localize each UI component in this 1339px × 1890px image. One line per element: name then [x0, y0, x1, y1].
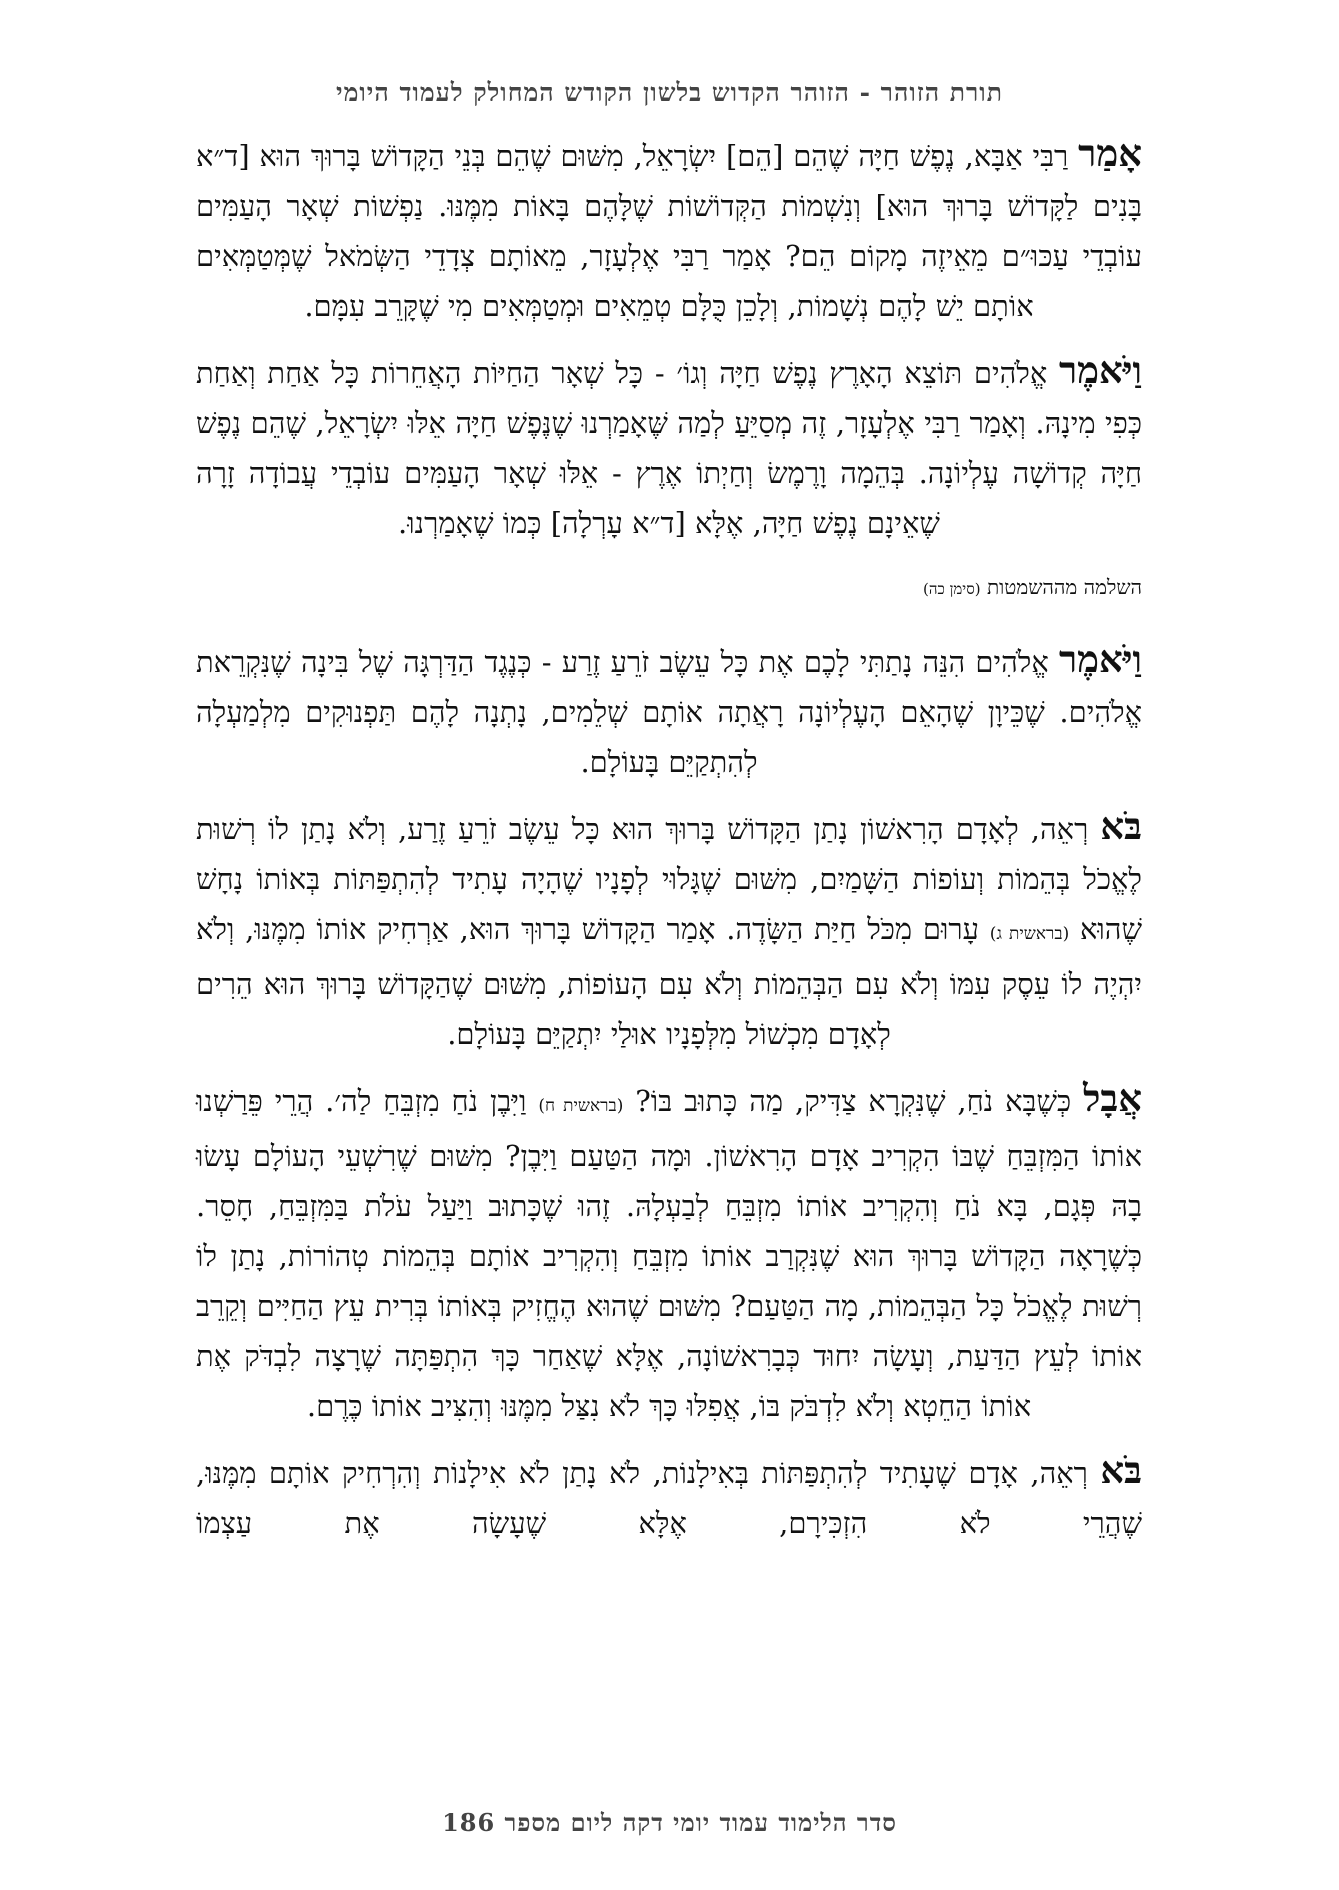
- opening-word: אֲבָל: [1083, 1076, 1143, 1120]
- paragraph: [196, 128, 1142, 331]
- verse-citation: (בראשית ח): [538, 1096, 624, 1116]
- paragraph: [196, 345, 1142, 548]
- paragraph: [196, 801, 1142, 1059]
- opening-word: בֹּא: [1100, 804, 1142, 848]
- section-citation: (סימן כה): [923, 580, 981, 598]
- opening-word: בֹּא: [1100, 1448, 1142, 1492]
- paragraph-text: אֱלֹהִים תּוֹצֵא הָאָרֶץ נֶפֶשׁ חַיָּה וְגוֹ׳ - כָּל שְׁאָר הַחַיּוֹת הָאֲחֵרוֹת כָּל אַחַת וְאַחַת כְּפִי מִינָהּ. וְאָמַר רַבִּי אֶלְעָזָר, זֶה מְסַיֵּעַ לְמַה שֶּׁאָמַרְנוּ שֶׁנֶּפֶשׁ חַיָּה אֵלּוּ יִשְׂרָאֵל, שֶׁהֵם נֶפֶשׁ חַיָּה קְדוֹשָׁה עֶלְיוֹנָה. בְּהֵמָה וָרֶמֶשׂ וְחַיְתוֹ אֶרֶץ - אֵלּוּ שְׁאָר הָעַמִּים עוֹבְדֵי עֲבוֹדָה זָרָה שֶׁאֵינָם נֶפֶשׁ חַיָּה, אֶלָּא [ד״א עָרְלָה] כְּמוֹ שֶׁאָמַרְנוּ.: [196, 356, 1142, 540]
- paragraph-text: עָרוּם מִכֹּל חַיַּת הַשָּׂדֶה. אָמַר הַקָּדוֹשׁ בָּרוּךְ הוּא, אַרְחִיק אוֹתוֹ מִמֶּנּוּ, וְלֹא יִהְיֶה לוֹ עֵסֶק עִמּוֹ וְלֹא עִם הַבְּהֵמוֹת וְלֹא עִם הָעוֹפוֹת, מִשּׁוּם שֶׁהַקָּדוֹשׁ בָּרוּךְ הוּא הֵרִים לְאָדָם מִכְשׁוֹל מִלְּפָנָיו אוּלַי יִתְקַיֵּם בָּעוֹלָם.: [196, 912, 1142, 1051]
- section-heading: [196, 572, 1142, 604]
- paragraph: [196, 1073, 1142, 1431]
- paragraph-text: רַבִּי אַבָּא, נֶפֶשׁ חַיָּה שֶׁהֵם [הֵם] יִשְׂרָאֵל, מִשּׁוּם שֶׁהֵם בְּנֵי הַקָּדוֹשׁ בָּרוּךְ הוּא [ד״א בָּנִים לַקָּדוֹשׁ בָּרוּךְ הוּא] וְנִשְׁמוֹת הַקְּדוֹשׁוֹת שֶׁלָּהֶם בָּאוֹת מִמֶּנּוּ. נַפְשׁוֹת שְׁאָר הָעַמִּים עוֹבְדֵי עַכּוּ״ם מֵאֵיזֶה מָקוֹם הֵם? אָמַר רַבִּי אֶלְעָזָר, מֵאוֹתָם צְדָדֵי הַשְּׂמֹאל שֶׁמְּטַמְּאִים אוֹתָם יֵשׁ לָהֶם נְשָׁמוֹת, וְלָכֵן כֻּלָּם טְמֵאִים וּמְטַמְּאִים מִי שֶׁקָּרֵב עִמָּם.: [196, 139, 1142, 323]
- verse-citation: (בראשית ג): [989, 924, 1070, 944]
- paragraph-text: אֱלֹהִים הִנֵּה נָתַתִּי לָכֶם אֶת כָּל עֵשֶׂב זֹרֵעַ זֶרַע - כְּנֶגֶד הַדַּרְגָּה שֶׁל בִּינָה שֶׁנִּקְרֵאת אֱלֹהִים. שֶׁכֵּיוָן שֶׁהָאֵם הָעֶלְיוֹנָה רָאֲתָה אוֹתָם שְׁלֵמִים, נָתְנָה לָהֶם תַּפְנוּקִים מִלְמַעְלָה לְהִתְקַיֵּם בָּעוֹלָם.: [196, 645, 1142, 779]
- running-footer: סדר הלימוד עמוד יומי דקה ליום מספר 186: [442, 1808, 897, 1837]
- opening-word: אָמַר: [1078, 131, 1143, 175]
- paragraph-text: כְּשֶׁבָּא נֹחַ, שֶׁנִּקְרָא צַדִּיק, מַה כָּתוּב בּוֹ?: [635, 1084, 1072, 1118]
- section-title: השלמה מההשמטות: [986, 575, 1142, 599]
- running-header: תורת הזוהר - הזוהר הקדוש בלשון הקודש המחולק לעמוד היומי: [336, 78, 1003, 107]
- paragraph: [196, 634, 1142, 787]
- opening-word: וַיֹּאמֶר: [1058, 637, 1142, 681]
- opening-word: וַיֹּאמֶר: [1058, 348, 1142, 392]
- paragraph-text: רְאֵה, אָדָם שֶׁעָתִיד לְהִתְפַּתּוֹת בְּאִילָנוֹת, לֹא נָתַן לֹא אִילָנוֹת וְהִרְחִיק אוֹתָם מִמֶּנּוּ, שֶׁהֲרֵי לֹא הִזְכִּירָם, אֶלָּא שֶׁעָשָׂה אֶת עַצְמוֹ: [196, 1456, 1142, 1540]
- body-text: [196, 128, 1142, 1562]
- paragraph: [196, 1445, 1142, 1548]
- paragraph-text: וַיִּבֶן נֹחַ מִזְבֵּחַ לַה׳. הֲרֵי פֵּרַשְׁנוּ אוֹתוֹ הַמִּזְבֵּחַ שֶׁבּוֹ הִקְרִיב אָדָם הָרִאשׁוֹן. וּמָה הַטַּעַם וַיִּבֶן? מִשּׁוּם שֶׁרִשְׁעֵי הָעוֹלָם עָשׂוּ בָהּ פְּגָם, בָּא נֹחַ וְהִקְרִיב אוֹתוֹ מִזְבֵּחַ לְבַעְלָהּ. זֶהוּ שֶׁכָּתוּב וַיַּעַל עֹלֹת בַּמִּזְבֵּחַ, חָסֵר. כְּשֶׁרָאָה הַקָּדוֹשׁ בָּרוּךְ הוּא שֶׁנִּקְרַב אוֹתוֹ מִזְבֵּחַ וְהִקְרִיב אוֹתָם בְּהֵמוֹת טְהוֹרוֹת, נָתַן לוֹ רְשׁוּת לֶאֱכֹל כָּל הַבְּהֵמוֹת, מָה הַטַּעַם? מִשּׁוּם שֶׁהוּא הֶחֱזִיק בְּאוֹתוֹ בְּרִית עֵץ הַחַיִּים וְקֵרֵב אוֹתוֹ לְעֵץ הַדַּעַת, וְעָשָׂה יִחוּד כְּבָרִאשׁוֹנָה, אֶלָּא שֶׁאַחַר כָּךְ הִתְפַּתָּה שֶׁרָצָה לִבְדֹּק אֶת אוֹתוֹ הַחֵטְא וְלֹא לִדְבֹּק בּוֹ, אֲפִלּוּ כָּךְ לֹא נִצַּל מִמֶּנּוּ וְהִצִּיב אוֹתוֹ כֶּרֶם.: [196, 1084, 1142, 1423]
- paragraph-text: רְאֵה, לְאָדָם הָרִאשׁוֹן נָתַן הַקָּדוֹשׁ בָּרוּךְ הוּא כָּל עֵשֶׂב זֹרֵעַ זֶרַע, וְלֹא נָתַן לוֹ רְשׁוּת לֶאֱכֹל בְּהֵמוֹת וְעוֹפוֹת הַשָּׁמַיִם, מִשּׁוּם שֶׁגָּלוּי לְפָנָיו שֶׁהָיָה עָתִיד לְהִתְפַּתּוֹת בְּאוֹתוֹ נָחָשׁ שֶׁהוּא: [196, 812, 1143, 946]
